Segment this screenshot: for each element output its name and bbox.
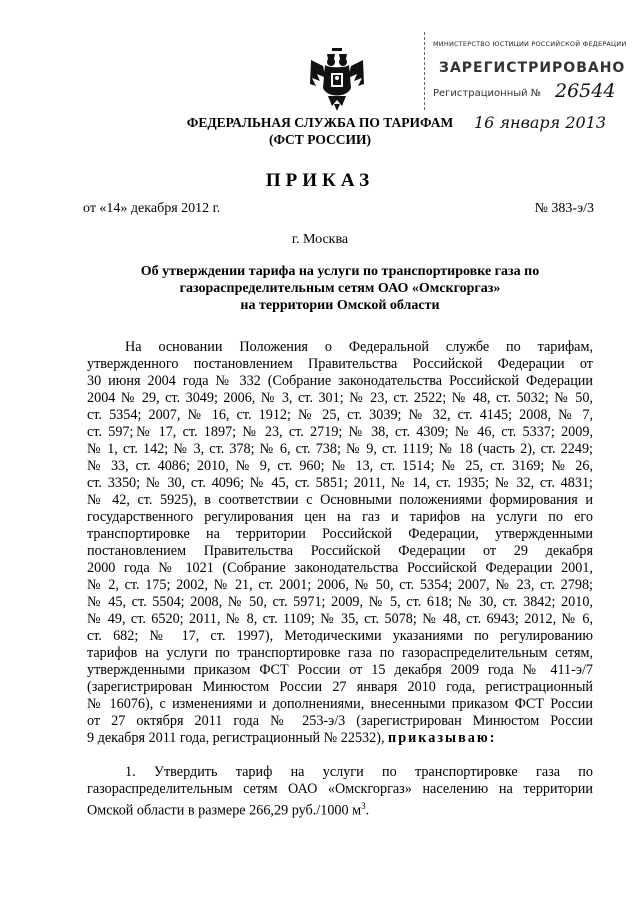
preamble-line: № 33, ст. 4086; 2010, № 9, ст. 960; № 13, ст. 1514; № 25, ст. 3169; № 26, xyxy=(87,458,593,474)
preamble-line: № 49, ст. 6520; 2011, № 8, ст. 1109; № 35, ст. 5078; № 48, ст. 6943; 2012, № 6, xyxy=(87,611,593,627)
preamble-line: № 45, ст. 5504; 2008, № 50, ст. 5971; 2009, № 5, ст. 618; № 30, ст. 3842; 2010, xyxy=(87,594,593,610)
organization-name: ФЕДЕРАЛЬНАЯ СЛУЖБА ПО ТАРИФАМ xyxy=(186,115,454,130)
preamble-line: 9 декабря 2011 года, регистрационный № 22532), xyxy=(87,730,385,746)
preamble-line: транспортировке на территории Российской Федерации, утвержденными xyxy=(87,526,593,542)
preamble-line: 2000 года № 1021 (Собрание законодательства Российской Федерации 2001, xyxy=(87,560,593,576)
preamble-line: № 2, ст. 175; 2002, № 21, ст. 2001; 2006, № 50, ст. 5354; 2007, № 23, ст. 2798; xyxy=(87,577,593,593)
document-title xyxy=(100,263,580,314)
document-body xyxy=(87,339,593,820)
title-line: Об утверждении тарифа на услуги по транспортировке газа по xyxy=(140,264,540,279)
registration-stamp xyxy=(424,32,637,110)
preamble-line: 30 июня 2004 года № 332 (Собрание законодательства Российской Федерации xyxy=(87,373,593,389)
preamble-line: тарифов на услуги по транспортировке газа по газораспределительным сетям, xyxy=(87,645,593,661)
coat-of-arms-emblem xyxy=(308,48,366,112)
preamble-line: ст. 682; № 17, ст. 1997), Методическими указаниями по регулированию xyxy=(87,628,593,644)
preamble-line: утвержденного постановлением Правительства Российской Федерации от xyxy=(87,356,593,372)
preamble-line: ст. 597;№ 17, ст. 1897; № 23, ст. 2719; № 38, ст. 4309; № 46, ст. 5337; 2009, xyxy=(87,424,593,440)
preamble-line: № 42, ст. 5925), в соответствии с Основными положениями формирования и xyxy=(87,492,593,508)
document-date: от «14» декабря 2012 г. xyxy=(83,201,221,216)
preamble-line: от 27 октября 2011 года № 253-э/3 (зарегистрирован Минюстом России xyxy=(87,713,593,729)
document-type-heading: ПРИКАЗ xyxy=(265,170,375,191)
item1-line: Омской области в размере 266,29 руб./1000 м xyxy=(87,802,362,819)
preamble-line: ст. 5354; 2007, № 16, ст. 1912; № 25, ст. 3039; № 32, ст. 4145; 2008, № 7, xyxy=(87,407,593,423)
stamp-registration-label: Регистрационный № xyxy=(433,88,542,99)
item1-end: . xyxy=(365,802,370,819)
orders-word: приказываю: xyxy=(388,730,497,746)
preamble-last-line xyxy=(87,730,593,747)
preamble-line: постановлением Правительства Российской Федерации от 29 декабря xyxy=(87,543,593,559)
document-number: № 383-э/3 xyxy=(534,201,594,216)
item1-line: 1. Утвердить тариф на услуги по транспортировке газа по xyxy=(125,764,593,780)
item1-line: газораспределительным сетям ОАО «Омскгоргаз» населению на территории xyxy=(87,781,593,797)
preamble-line: На основании Положения о Федеральной службе по тарифам, xyxy=(125,339,593,355)
stamp-registered-text: ЗАРЕГИСТРИРОВАНО xyxy=(439,60,626,76)
title-line: на территории Омской области xyxy=(240,298,440,313)
preamble-line: № 16076), с изменениями и дополнениями, внесенными приказом ФСТ России xyxy=(87,696,593,712)
preamble-line: утвержденными приказом ФСТ России от 15 декабря 2009 года № 411-э/7 xyxy=(87,662,593,678)
title-line: газораспределительным сетям ОАО «Омскгоргаз» xyxy=(179,281,501,296)
stamp-registration-number: 26544 xyxy=(555,80,616,102)
stamp-ministry-text: МИНИСТЕРСТВО ЮСТИЦИИ РОССИЙСКОЙ ФЕДЕРАЦИИ xyxy=(433,40,627,48)
preamble-line: 2004 № 29, ст. 3049; 2006, № 3, ст. 301; № 23, ст. 2522; № 48, ст. 5032; № 50, xyxy=(87,390,593,406)
item1-last-line xyxy=(87,798,593,820)
cubic-superscript: 3 xyxy=(361,801,366,811)
organization-abbreviation: (ФСТ РОССИИ) xyxy=(268,132,372,147)
preamble-line: № 1, ст. 142; № 3, ст. 378; № 6, ст. 738; № 9, ст. 1119; № 18 (часть 2), ст. 2249; xyxy=(87,441,593,457)
handwritten-registration-date: 16 января 2013 xyxy=(474,113,607,132)
preamble-line: государственного регулирования цен на газ и тарифов на услуги по его xyxy=(87,509,593,525)
preamble-line: ст. 3350; № 30, ст. 4096; № 45, ст. 5851; 2011, № 14, ст. 1935; № 32, ст. 4831; xyxy=(87,475,593,491)
preamble-line: (зарегистрирован Минюстом России 27 января 2010 года, регистрационный xyxy=(87,679,593,695)
document-city: г. Москва xyxy=(291,232,349,247)
